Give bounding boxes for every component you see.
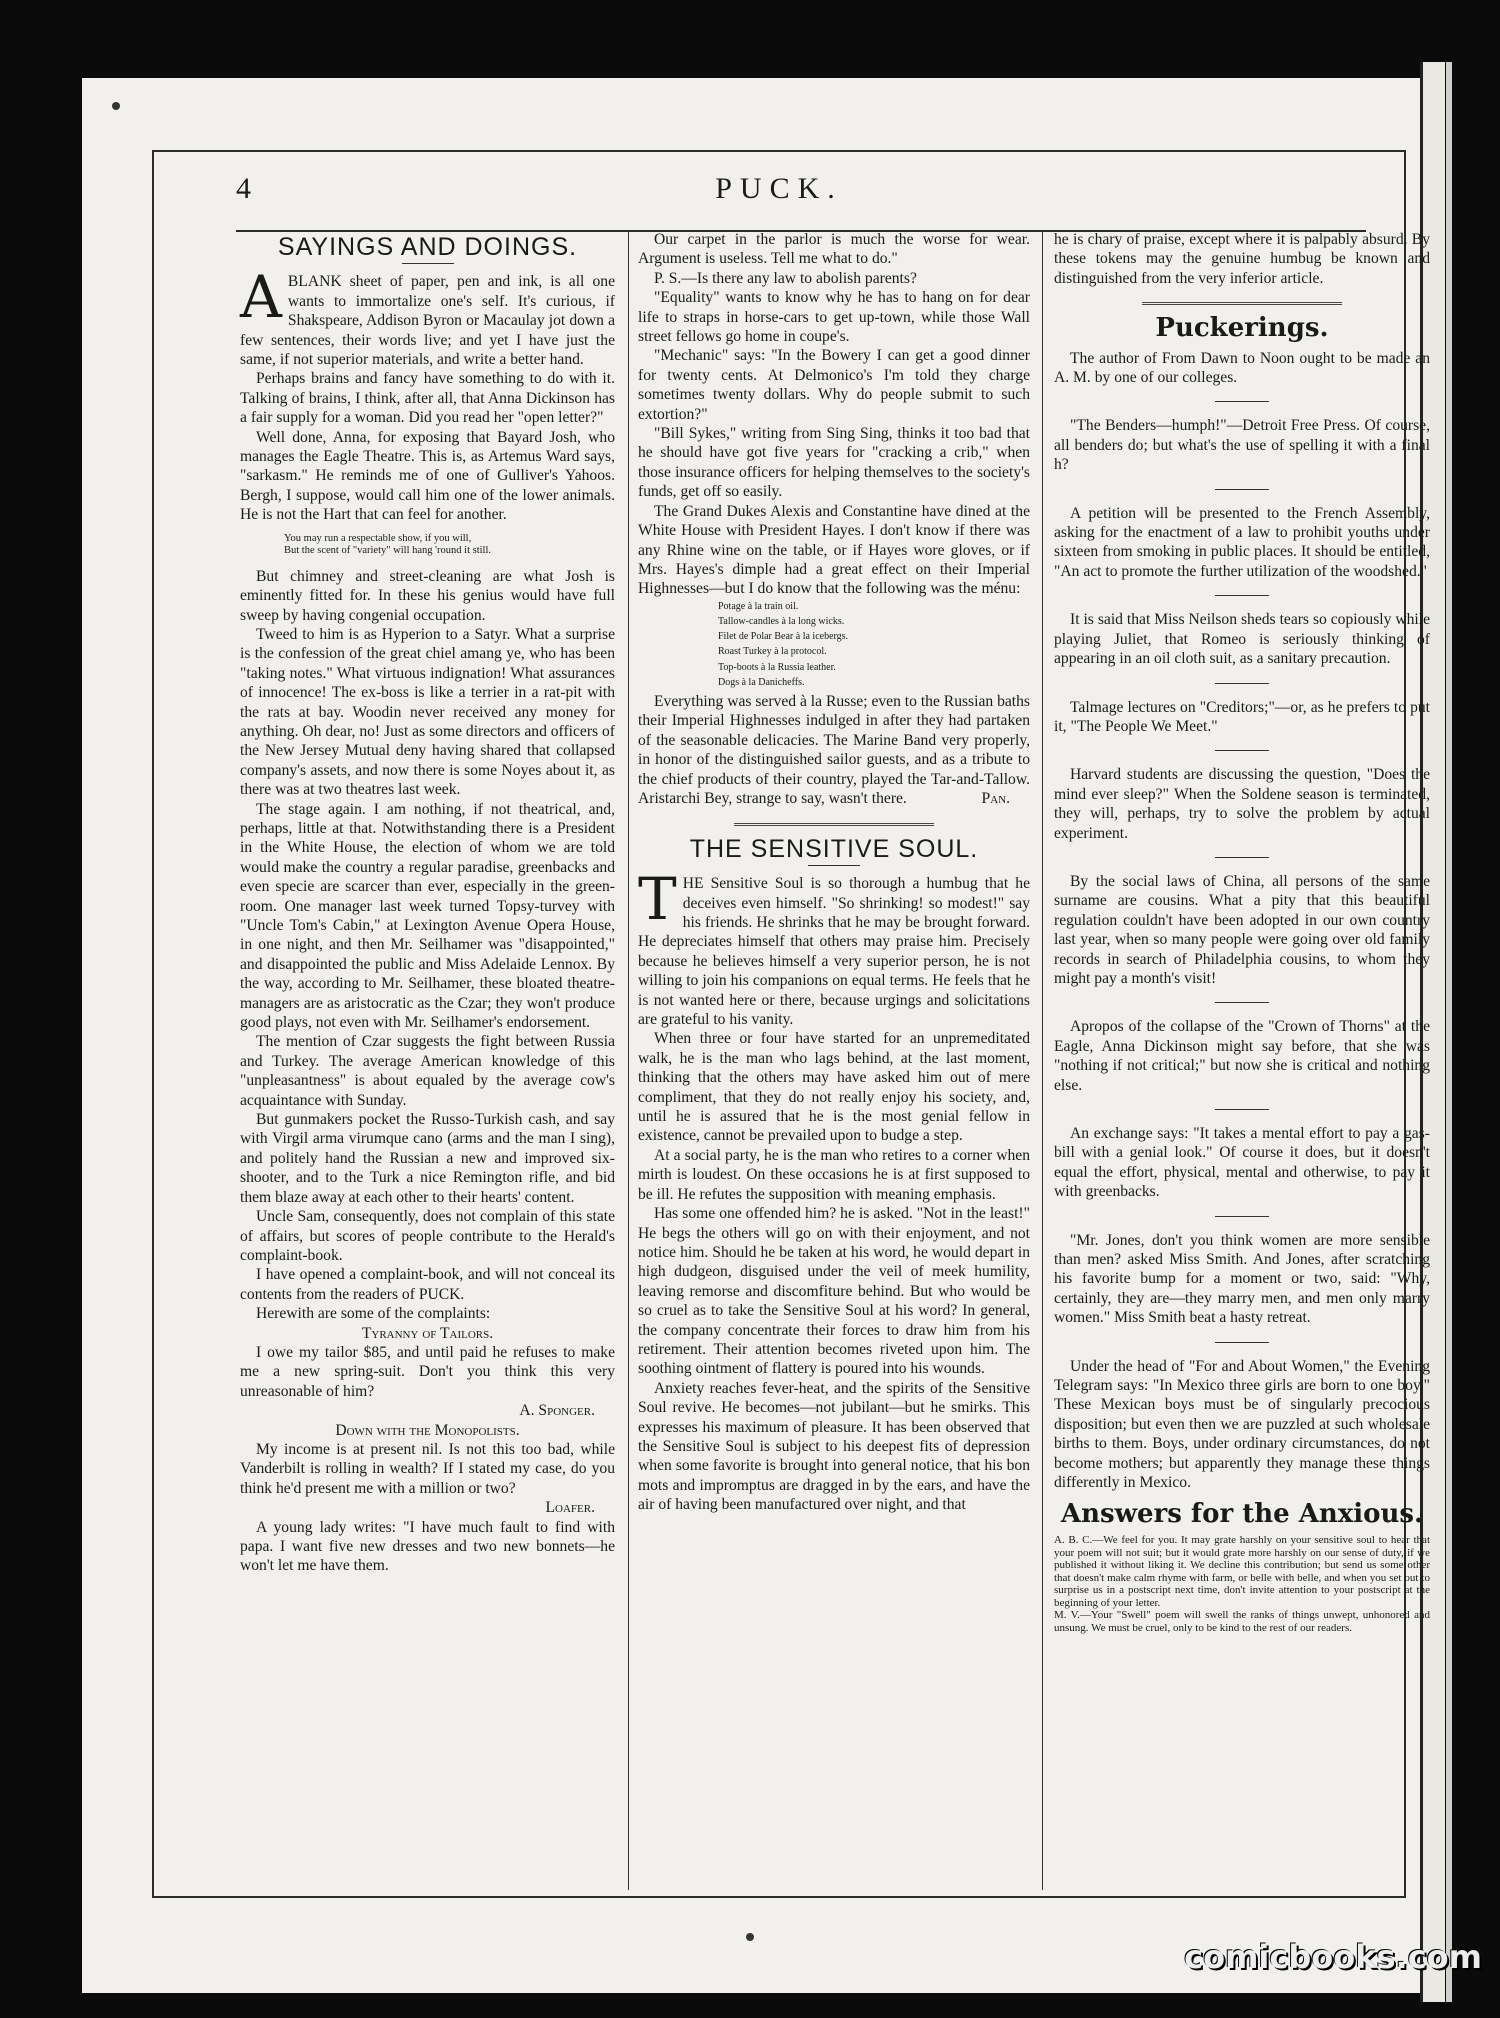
section-divider <box>734 823 934 826</box>
paragraph: Tweed to him is as Hyperion to a Satyr. What a surprise is the confession of the great chiel amang ye, who has been "taking notes." What virtuous indignation! What assurances of innocence! The ex-boss is like a terrier in a rat-pit with the rats at bay. Woodin never received any money for anything. Oh dear, no! Just as some directors and officers of the New Jersey Mutual deny having shared that collapsed company's assets, and now there is some Noyes about it, as there was at two theatres last week. <box>240 625 615 799</box>
page-header <box>154 172 1404 216</box>
menu-list <box>638 601 1030 688</box>
column-rule <box>628 230 629 1890</box>
section-divider <box>1142 302 1342 305</box>
article-title: SAYINGS AND DOINGS. <box>277 233 578 261</box>
menu-item: Top-boots à la Russia leather. <box>718 661 836 673</box>
paragraph: The mention of Czar suggests the fight between Russia and Turkey. The average American knowledge of this "unpleasantness" is about equaled by the average cow's acquaintance with Sunday. <box>240 1033 615 1109</box>
menu-item: Dogs à la Danicheffs. <box>718 676 805 688</box>
paragraph: "Equality" wants to know why he has to hang on for dear life to straps in horse-cars to get up-town, while those Wall street fellows go home in coupe's. <box>638 289 1030 346</box>
column-3 <box>1054 230 1430 1635</box>
paragraph: P. S.—Is there any law to abolish parents? <box>654 269 917 287</box>
paragraph: The Grand Dukes Alexis and Constantine have dined at the White House with President Hayes. I don't know if there was any Rhine wine on the table, or if Hayes wore gloves, or if Mrs. Hayes's dimple had a great effect on their Imperial Highnesses—but I do know that the following was the ménu: <box>638 502 1030 598</box>
page-frame <box>152 150 1430 1898</box>
page-number: 4 <box>236 172 251 205</box>
paragraph: I owe my tailor $85, and until paid he refuses to make me a new spring-suit. Don't you think this very unreasonable of him? <box>240 1343 615 1400</box>
item-separator <box>1215 1002 1269 1003</box>
column-1 <box>240 230 615 1576</box>
paragraph: Uncle Sam, consequently, does not complain of this state of affairs, but scores of people contribute to the Herald's complaint-book. <box>240 1208 615 1264</box>
item-separator <box>1215 750 1269 751</box>
title-rule <box>808 865 860 866</box>
signature: Loafer. <box>545 1499 595 1517</box>
section-title: Puckerings. <box>1155 313 1329 344</box>
watermark: comicbooks.com <box>1184 1938 1482 1976</box>
item-separator <box>1215 683 1269 684</box>
title-rule <box>402 263 454 264</box>
signature: A. Sponger. <box>519 1402 595 1420</box>
paragraph: Herewith are some of the complaints: <box>256 1305 491 1323</box>
masthead: PUCK. <box>715 172 843 205</box>
column-2 <box>638 230 1030 1515</box>
paragraph: "Bill Sykes," writing from Sing Sing, thinks it too bad that he should have got five years for "cracking a crib," when those insurance officers for helping themselves to the society's funds, get off so easily. <box>638 425 1030 501</box>
paragraph: My income is at present nil. Is not this too bad, while Vanderbilt is rolling in wealth? If I stated my case, do you think he'd present me with a million or two? <box>240 1440 615 1497</box>
menu-item: Tallow-candles à la long wicks. <box>718 615 845 627</box>
paragraph: The author of From Dawn to Noon ought to be made an A. M. by one of our colleges. <box>1054 349 1430 387</box>
paragraph: A young lady writes: "I have much fault to find with papa. I want five new dresses and two new bonnets—he won't let me have them. <box>240 1518 615 1575</box>
item-separator <box>1215 489 1269 490</box>
item-separator <box>1215 857 1269 858</box>
article-title: THE SENSITIVE SOUL. <box>689 834 979 863</box>
menu-item: Roast Turkey à la protocol. <box>718 646 827 658</box>
item-separator <box>1215 1109 1269 1110</box>
complaint-heading: Tyranny of Tailors. <box>361 1324 494 1342</box>
paragraph: "The Benders—humph!"—Detroit Free Press. Of course, all benders do; but what's the use of spelling it with a final h? <box>1054 417 1430 474</box>
answer-paragraph: M. V.—Your "Swell" poem will swell the ranks of things unwept, unhonored and unsung. We must be cruel, only to be kind to the rest of our readers. <box>1054 1609 1430 1635</box>
paragraph: Harvard students are discussing the question, "Does the mind ever sleep?" When the Soldene season is terminated, they will, perhaps, try to solve the problem by actual experiment. <box>1054 766 1430 842</box>
paragraph: Under the head of "For and About Women," the Evening Telegram says: "In Mexico three girls are born to one boy." These Mexican boys must be of singularly precocious disposition; but even then we are puzzled at such wholesale births to them. Boys, under ordinary circumstances, do not become mothers; but apparently they manage these things differently in Mexico. <box>1054 1357 1430 1492</box>
paragraph: Everything was served à la Russe; even to the Russian baths their Imperial Highnesses indulged in after they had partaken of the seasonable delicacies. The Marine Band very properly, in honor of the distinguished sailor guests, and as a tribute to the chief products of their country, played the Tar-and-Tallow. Aristarchi Bey, strange to say, wasn't there. <box>638 692 1030 807</box>
paragraph: Apropos of the collapse of the "Crown of Thorns" at the Eagle, Anna Dickinson might say before, that she was "nothing if not critical;" but now she is critical and nothing else. <box>1054 1018 1430 1094</box>
verse-line: But the scent of "variety" will hang 'round it still. <box>284 544 492 556</box>
item-separator <box>1215 595 1269 596</box>
paragraph: Well done, Anna, for exposing that Bayard Josh, who manages the Eagle Theatre. This is, as Artemus Ward says, "sarkasm." He reminds me of one of Gulliver's Yahoos. Bergh, I suppose, would call him one of the lower animals. He is not the Hart that can feel for another. <box>240 428 615 524</box>
newspaper-page <box>82 78 1430 1993</box>
item-separator <box>1215 1216 1269 1217</box>
drop-cap: A <box>240 263 282 332</box>
paragraph: "Mr. Jones, don't you think women are more sensible than men? asked Miss Smith. And Jones, after scratching his favorite bump for a moment or two, said: "Why, certainly, they are—they marry men, and men only marry women." Miss Smith beat a hasty retreat. <box>1054 1231 1430 1327</box>
paragraph: At a social party, he is the man who retires to a corner when mirth is loudest. On these occasions he is at first supposed to be ill. He refutes the supposition with meaning emphasis. <box>638 1146 1030 1203</box>
paragraph: "Mechanic" says: "In the Bowery I can get a good dinner for twenty cents. At Delmonico's I'm told they charge sometimes twenty dollars. Why do people submit to such extortion?" <box>638 347 1030 423</box>
scan-speck <box>112 102 120 110</box>
paragraph: he is chary of praise, except where it is palpably absurd. By these tokens may the genuine humbug be known and distinguished from the very inferior article. <box>1054 231 1430 287</box>
paragraph: An exchange says: "It takes a mental effort to pay a gas-bill with a genial look." Of course it does, but it doesn't equal the effort, physical, mental and otherwise, to pay it with greenbacks. <box>1054 1125 1430 1201</box>
menu-item: Potage à la train oil. <box>718 600 799 612</box>
paragraph: The stage again. I am nothing, if not theatrical, and, perhaps, little at that. Notwithstanding there is a President in the White House, the election of whom we are told would make the country a regular paradise, greenbacks and even specie are scarcer than ever, especially in the green-room. One manager last week turned Topsy-turvey with "Uncle Tom's Cabin," at Lexington Avenue Opera House, in one night, and then Mr. Seilhamer was "disappointed," and disappointed the public and Miss Adelaide Lennox. By the way, according to Mr. Seilhamer, these bloated theatre-managers are as aristocratic as the Czar; they won't produce good plays, not even with Mr. Seilhamer's endorsement. <box>240 800 615 1032</box>
paragraph: Has some one offended him? he is asked. "Not in the least!" He begs the others will go on with their enjoyment, and not notice him. Should he be taken at his word, he would depart in high dudgeon, disguised under the veil of meek humility, leaving remorse and discomfiture behind. But who would be so cruel as to take the Sensitive Soul at his word? In general, the company concentrate their forces to draw him from his retirement. Their attention becomes riveted upon him. The soothing ointment of flattery is poured into his wounds. <box>638 1205 1030 1378</box>
paragraph: But chimney and street-cleaning are what Josh is eminently fitted for. In these his genius would have full sweep by having congenial occupation. <box>240 567 615 624</box>
paragraph: A petition will be presented to the French Assembly, asking for the enactment of a law to prohibit youths under sixteen from smoking in public places. It should be entitled, "An act to promote the further utilization of the woodshed." <box>1054 504 1430 580</box>
paragraph: But gunmakers pocket the Russo-Turkish cash, and say with Virgil arma virumque cano (arms and the man I sing), and politely hand the Russian a new and improved six-shooter, and to the Turk a nice Remington rifle, and bid them blaze away at each other to their hearts' content. <box>240 1111 615 1206</box>
page-spine-edge <box>1446 62 1452 2002</box>
paragraph: It is said that Miss Neilson sheds tears so copiously while playing Juliet, that Romeo is seriously thinking of appearing in an oil cloth suit, as a sanitary precaution. <box>1054 611 1430 668</box>
paragraph: Anxiety reaches fever-heat, and the spirits of the Sensitive Soul revive. He becomes—not jubilant—but he smirks. This expresses his maximum of pleasure. It has been observed that the Sensitive Soul is subject to his deepest fits of depression when some favorite is brought into general notice, that his bon mots and impromptus are dragged in by the ears, and have the air of having been manufactured over night, and that <box>638 1379 1030 1514</box>
answer-paragraph: A. B. C.—We feel for you. It may grate harshly on your sensitive soul to hear that your poem will not suit; but it would grate more harshly on our sense of duty, if we published it without liking it. We decline this contribution; but send us some other that doesn't make calm rhyme with farm, or belle with belle, and when you set out to surprise us in a postscript next time, don't invite attention to your postscript at the beginning of your letter. <box>1054 1533 1430 1609</box>
section-title: Answers for the Anxious. <box>1060 1498 1424 1529</box>
paragraph: BLANK sheet of paper, pen and ink, is all one wants to immortalize one's self. It's curious, if Shakspeare, Addison Byron or Macaulay jot down a few sentences, their words live; and yet I have just the same, if not superior materials, and write a better hand. <box>240 273 615 369</box>
paragraph: HE Sensitive Soul is so thorough a humbug that he deceives even himself. "So shrinking! so modest!" say his friends. He shrinks that he may be brought forward. He depreciates himself that others may praise him. Precisely because he believes himself a very superior person, he is not willing to join his companions on equal terms. He feels that he is not wanted here or there, because urgings and solicitations are grateful to his vanity. <box>638 875 1030 1029</box>
paragraph: Perhaps brains and fancy have something to do with it. Talking of brains, I think, after all, that Anna Dickinson has a fair supply for a woman. Did you read her "open letter?" <box>240 370 615 427</box>
paragraph: By the social laws of China, all persons of the same surname are cousins. What a pity that this beautiful regulation couldn't have been adopted in our own country last year, when so many people were going over old family records in search of Philadelphia cousins, to whom they might pay a month's visit! <box>1054 872 1430 987</box>
paragraph: Our carpet in the parlor is much the worse for wear. Argument is useless. Tell me what to do." <box>638 231 1030 268</box>
menu-item: Filet de Polar Bear à la icebergs. <box>718 631 849 643</box>
paragraph: Talmage lectures on "Creditors;"—or, as he prefers to put it, "The People We Meet." <box>1054 698 1430 735</box>
signature: Pan. <box>981 790 1010 808</box>
scan-speck <box>746 1933 754 1941</box>
column-rule <box>1042 230 1043 1890</box>
complaint-heading: Down with the Monopolists. <box>335 1421 520 1439</box>
item-separator <box>1215 1342 1269 1343</box>
verse-line: You may run a respectable show, if you will, <box>284 532 472 544</box>
paragraph: When three or four have started for an unpremeditated walk, he is the man who lags behind, at the last moment, thinking that the others may have asked him out of mere compliment, that they do not really enjoy his society, and, until he is assured that he is the most genial fellow in existence, cannot be prevailed upon to budge a step. <box>638 1030 1030 1145</box>
item-separator <box>1215 401 1269 402</box>
drop-cap: T <box>638 865 677 934</box>
paragraph: I have opened a complaint-book, and will not conceal its contents from the readers of PUCK. <box>240 1266 615 1303</box>
